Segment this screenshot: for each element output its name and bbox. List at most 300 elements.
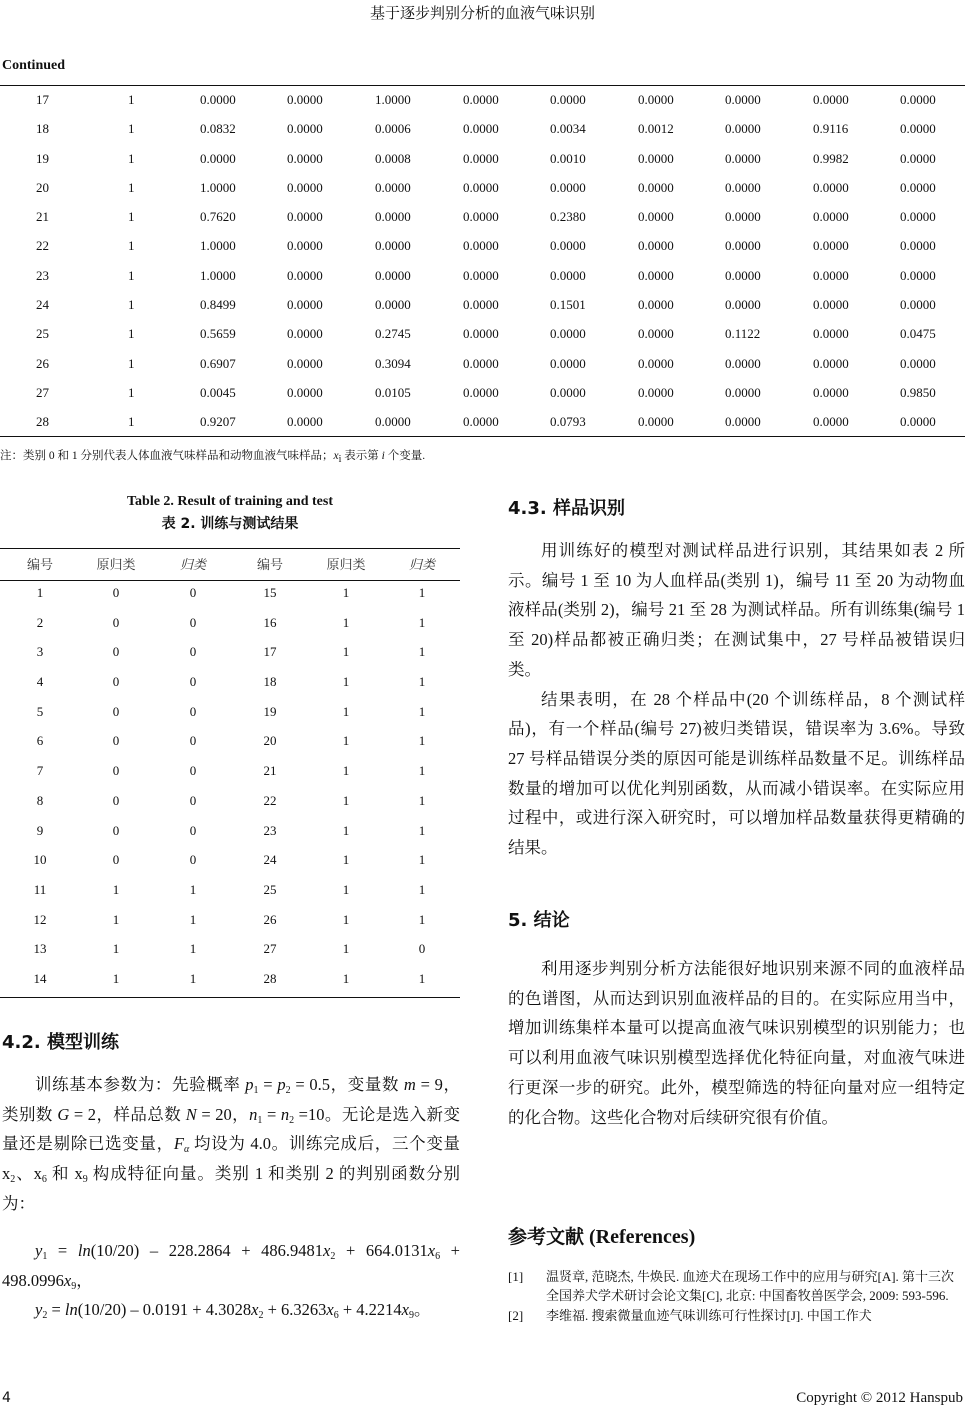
- equation-y1: [2, 1236, 460, 1295]
- table1-cell: 0.0000: [463, 150, 499, 166]
- text: =: [47, 1241, 78, 1260]
- table1-row: [0, 174, 965, 203]
- table2-row: [0, 639, 460, 669]
- table1-cell: 0.3094: [375, 355, 411, 371]
- table-continued-label: Continued: [2, 58, 66, 73]
- table2-cell: 1: [112, 911, 120, 927]
- table2-cell: 1: [418, 822, 426, 838]
- table2-cell: 16: [263, 614, 277, 630]
- section-5-paragraph: 利用逐步判别分析方法能很好地识别来源不同的血液样品的色谱图，从而达到识别血液样品的目的。在实际应用当中，增加训练集样本量可以提高血液气味识别模型的识别能力；也可以利用血液气味识别模型选择优化特征向量，对血液气味进行更深一步的研究。此外，模型筛选的特征向量对应一组特定的化合物。这些化合物对后续研究很有价值。: [508, 959, 965, 1127]
- table1-cell: 0.0000: [638, 414, 674, 430]
- table1-row: [0, 291, 965, 320]
- table2-cell: 1: [342, 674, 350, 690]
- var-p: p: [245, 1075, 254, 1094]
- text: + 664.0131: [335, 1241, 428, 1260]
- table1-cell: 0.0000: [463, 326, 499, 342]
- table2-cell: 13: [33, 941, 47, 957]
- table2-cell: 1: [112, 881, 120, 897]
- table1-cell: 1.0000: [200, 238, 236, 254]
- table1-cell: 0.1501: [550, 297, 586, 313]
- table2-header-cell: 归类: [179, 557, 207, 572]
- table2-cell: 0: [189, 763, 197, 779]
- table2-cell: 6: [36, 733, 44, 749]
- table1-cell: 0.0000: [813, 326, 849, 342]
- table2-row: [0, 788, 460, 818]
- table1-row: [0, 262, 965, 291]
- table1-cell: 0.0000: [375, 297, 411, 313]
- table2-cell: 1: [418, 881, 426, 897]
- table1-cell: 24: [36, 297, 49, 313]
- table1-cell: 0.0000: [900, 297, 936, 313]
- table2-cell: 1: [418, 852, 426, 868]
- table1-cell: 0.9850: [900, 384, 936, 400]
- reference-item: [508, 1268, 965, 1305]
- text: + 498.0996: [2, 1241, 460, 1290]
- table1-cell: 0.0000: [900, 121, 936, 137]
- table1-cell: 0.8499: [200, 297, 236, 313]
- table1-cell: 0.0000: [725, 355, 761, 371]
- sub: 2: [258, 1310, 264, 1322]
- table2-row: [0, 580, 460, 610]
- table1-cell: 28: [36, 414, 49, 430]
- table2-cell: 18: [263, 674, 277, 690]
- table2-top-rule: [0, 548, 460, 549]
- section-4-2-heading: 4.2. 模型训练: [2, 1032, 119, 1053]
- text: 和 x: [46, 1164, 83, 1184]
- table1-cell: 0.6907: [200, 355, 236, 371]
- table2-row: [0, 728, 460, 758]
- table1-cell: 0.0000: [463, 384, 499, 400]
- table1-row: [0, 232, 965, 261]
- table2-cell: 0: [112, 585, 120, 600]
- table2-cell: 20: [263, 733, 277, 749]
- table2-cell: 1: [342, 881, 350, 897]
- table2-cell: 1: [418, 763, 426, 779]
- table2-cell: 12: [33, 911, 47, 927]
- table1-row: [0, 408, 965, 437]
- table2-cell: 1: [342, 644, 350, 660]
- table2-cell: 1: [342, 703, 350, 719]
- table1-cell: 0.7620: [200, 209, 236, 225]
- var-n: n: [280, 1104, 290, 1124]
- table1-cell: 0.0793: [550, 414, 586, 430]
- table1-cell: 0.0000: [638, 238, 674, 254]
- table1-cell: 0.0105: [375, 384, 411, 400]
- table2-cell: 1: [342, 733, 350, 749]
- table1-cell: 1: [128, 414, 135, 430]
- note-var-i: i: [381, 450, 385, 462]
- table1-cell: 0.0000: [375, 179, 411, 195]
- table1-cell: 1: [128, 238, 135, 254]
- table1-cell: 0.0000: [287, 414, 323, 430]
- table2-cell: 7: [36, 763, 44, 779]
- table1-cell: 0.0000: [463, 121, 499, 137]
- sub: 2: [330, 1251, 336, 1262]
- table1-cell: 22: [36, 238, 49, 254]
- table1-cell: 0.0000: [463, 267, 499, 283]
- table2-cell: 1: [189, 970, 197, 986]
- table1-cell: 0.0000: [200, 92, 236, 107]
- table2-cell: 1: [418, 703, 426, 719]
- table2-row: [0, 818, 460, 848]
- table1-row: [0, 145, 965, 174]
- table2-header-row: [0, 554, 460, 576]
- table1-cell: 0.0000: [813, 179, 849, 195]
- table1-cell: 0.0000: [638, 209, 674, 225]
- table2-cell: 1: [342, 822, 350, 838]
- eq-lhs: y: [35, 1241, 43, 1260]
- table1-cell: 1: [128, 92, 135, 107]
- table2-row: [0, 847, 460, 877]
- note-text: 个变量.: [384, 450, 426, 462]
- var-n: n: [249, 1104, 258, 1124]
- table1-cell: 0.0045: [200, 384, 236, 400]
- var-x: x: [63, 1270, 72, 1290]
- table2-caption-en: Table 2. Result of training and test: [126, 494, 333, 509]
- table1-cell: 21: [36, 209, 49, 225]
- table1-cell: 0.0000: [550, 179, 586, 195]
- table1-cell: 0.0475: [900, 326, 936, 342]
- table2-cell: 1: [342, 941, 350, 957]
- table1-cell: 0.2745: [375, 326, 411, 342]
- table1-cell: 1: [128, 209, 135, 225]
- text: + 4.2214: [338, 1300, 402, 1320]
- table1-cell: 0.0000: [287, 92, 323, 107]
- table1-cell: 0.0000: [463, 92, 499, 107]
- text: = 0.5，变量数: [290, 1075, 404, 1094]
- table1-cell: 0.0000: [725, 238, 761, 254]
- table1-cell: 0.0000: [813, 238, 849, 254]
- table1-cell: 0.0000: [900, 150, 936, 166]
- text: =: [258, 1075, 278, 1094]
- table2-cell: 0: [189, 792, 197, 808]
- references-heading-en: (References): [584, 1226, 696, 1248]
- sub: 6: [333, 1310, 339, 1322]
- table1-cell: 0.0000: [900, 267, 936, 283]
- table1-cell: 0.0000: [550, 326, 586, 342]
- table1-row: [0, 203, 965, 232]
- table2-cell: 2: [36, 614, 44, 630]
- table1-cell: 0.0000: [287, 209, 323, 225]
- table2-cell: 1: [418, 970, 426, 986]
- reference-text: 温贤章, 范晓杰, 牛焕民. 血迹犬在现场工作中的应用与研究[A]. 第十三次全国养犬学术研讨会论文集[C], 北京: 中国畜牧兽医学会, 2009: 593-596.: [546, 1269, 955, 1303]
- table1-cell: 0.0000: [725, 414, 761, 430]
- table1-cell: 0.0000: [287, 238, 323, 254]
- table1-cell: 0.0000: [725, 179, 761, 195]
- table2-cell: 24: [263, 852, 277, 868]
- text: ，: [76, 1270, 93, 1290]
- table2-cell: 1: [342, 852, 350, 868]
- sub: 9: [71, 1280, 77, 1292]
- table1-cell: 1: [128, 121, 135, 137]
- table1-cell: 0.0000: [813, 267, 849, 283]
- table2-cell: 9: [36, 822, 44, 838]
- table1-cell: 0.0008: [375, 150, 411, 166]
- table2-row: [0, 699, 460, 729]
- table2-cell: 1: [418, 792, 426, 808]
- table1-cell: 0.0012: [638, 121, 674, 137]
- table1-cell: 23: [36, 267, 49, 283]
- table2-cell: 1: [418, 911, 426, 927]
- table2-cell: 25: [263, 881, 277, 897]
- var-x: x: [401, 1300, 409, 1320]
- text: (10/20) – 0.0191 + 4.3028: [77, 1300, 252, 1320]
- table2-cell: 0: [189, 822, 197, 838]
- table1-note: [0, 447, 425, 463]
- text: 、x: [15, 1164, 42, 1184]
- table2-header-cell: 原归类: [326, 557, 366, 572]
- table1-row: [0, 379, 965, 408]
- table1-cell: 19: [36, 150, 49, 166]
- references-list: [508, 1268, 965, 1328]
- copyright: Copyright © 2012 Hanspub: [796, 1390, 963, 1406]
- table1-cell: 0.0000: [813, 414, 849, 430]
- table1-cell: 0.0000: [287, 150, 323, 166]
- table2-header-cell: 编号: [26, 557, 54, 572]
- table2-cell: 1: [418, 644, 426, 660]
- ln: ln: [64, 1300, 78, 1320]
- table1-cell: 1.0000: [375, 92, 411, 107]
- table2-row: [0, 877, 460, 907]
- table1-row: [0, 86, 965, 115]
- table1-cell: 0.0000: [813, 297, 849, 313]
- table2-row: [0, 936, 460, 966]
- table2-row: [0, 610, 460, 640]
- sub: 6: [41, 1174, 47, 1186]
- note-var-sub: i: [338, 454, 342, 465]
- sub: 2: [289, 1114, 295, 1126]
- table1-cell: 26: [36, 355, 49, 371]
- note-text: 表示第: [341, 450, 382, 462]
- sub: 2: [10, 1174, 16, 1186]
- table2-cell: 5: [36, 703, 44, 719]
- table1-cell: 0.0000: [900, 238, 936, 254]
- section-4-3-body: [508, 536, 965, 863]
- table1-cell: 0.0000: [463, 297, 499, 313]
- table2-cell: 0: [189, 644, 197, 660]
- table1-cell: 17: [36, 92, 49, 107]
- table2-header-cell: 原归类: [96, 557, 136, 572]
- table1-cell: 0.0034: [550, 121, 586, 137]
- table2-cell: 1: [418, 733, 426, 749]
- table1-cell: 18: [36, 121, 49, 137]
- table2-cell: 3: [36, 644, 44, 660]
- table2-cell: 17: [263, 644, 277, 660]
- table1-cell: 0.0000: [550, 238, 586, 254]
- table2-cell: 0: [112, 644, 120, 660]
- table2-caption-zh: 表 2. 训练与测试结果: [161, 516, 299, 532]
- var-p: p: [277, 1075, 286, 1094]
- table2-cell: 0: [189, 614, 197, 630]
- table2-cell: 0: [418, 941, 426, 957]
- table2-cell: 0: [112, 674, 120, 690]
- reference-item: [508, 1307, 965, 1326]
- table1-cell: 0.0000: [287, 179, 323, 195]
- table2-cell: 14: [33, 970, 47, 986]
- table1-cell: 1.0000: [200, 267, 236, 283]
- reference-number: [2]: [508, 1308, 524, 1323]
- table1-cell: 27: [36, 384, 49, 400]
- table1-cell: 0.0000: [638, 92, 674, 107]
- reference-number: [1]: [508, 1269, 524, 1284]
- table2-cell: 0: [189, 703, 197, 719]
- table2-cell: 0: [189, 585, 197, 600]
- table2-row: [0, 907, 460, 937]
- note-text: 注：类别 0 和 1 分别代表人体血液气味样品和动物血液气味样品；: [0, 450, 334, 462]
- var-G: G: [57, 1104, 70, 1124]
- sub: 6: [435, 1251, 441, 1262]
- table2-cell: 10: [33, 852, 47, 868]
- table1-cell: 0.0000: [463, 414, 499, 430]
- table2-cell: 1: [418, 614, 426, 630]
- table1-cell: 0.0000: [287, 297, 323, 313]
- text: 训练基本参数为：先验概率: [35, 1075, 246, 1094]
- table1-cell: 1: [128, 355, 135, 371]
- table1-cell: 0.0000: [725, 150, 761, 166]
- table2-cell: 19: [263, 703, 277, 719]
- var-m: m: [403, 1075, 416, 1094]
- table1-cell: 0.0000: [375, 414, 411, 430]
- table2-cell: 1: [342, 763, 350, 779]
- table2-row: [0, 966, 460, 996]
- table1-cell: 0.0000: [900, 92, 936, 107]
- table2-cell: 21: [263, 763, 277, 779]
- table2-cell: 0: [112, 614, 120, 630]
- table2-cell: 22: [263, 792, 277, 808]
- table1-cell: 0.0000: [900, 179, 936, 195]
- table1-cell: 1: [128, 150, 135, 166]
- paragraph: 结果表明，在 28 个样品中(20 个训练样品，8 个测试样品)，有一个样品(编号 27)被归类错误，错误率为 3.6%。导致 27 号样品错误分类的原因可能是训练样品数量不足。训练样品数量的增加可以优化判别函数，从而减小错误率。在实际应用过程中，或进行深入研究时，可以增加样品数量获得更精确的结果。: [508, 689, 965, 858]
- table1-cell: 0.0000: [287, 355, 323, 371]
- table1-cell: 0.0000: [725, 209, 761, 225]
- table2-cell: 1: [189, 941, 197, 957]
- table1-row: [0, 115, 965, 144]
- table2-cell: 0: [112, 822, 120, 838]
- table2-cell: 1: [36, 585, 44, 600]
- table1-cell: 0.0000: [900, 355, 936, 371]
- table1-cell: 0.0000: [638, 297, 674, 313]
- table1-cell: 0.0000: [900, 414, 936, 430]
- text: 构成特征向量。类别 1 和类别 2 的判别函数分别为：: [2, 1164, 461, 1213]
- table1-cell: 0.0000: [550, 355, 586, 371]
- table2-cell: 4: [36, 674, 44, 690]
- table1-cell: 0.0000: [725, 267, 761, 283]
- references-heading-zh: 参考文献: [508, 1226, 585, 1248]
- table1-cell: 0.9116: [813, 121, 849, 137]
- discriminant-equations: [2, 1236, 460, 1325]
- table2-cell: 0: [189, 674, 197, 690]
- table1-cell: 20: [36, 179, 49, 195]
- running-title: 基于逐步判别分析的血液气味识别: [369, 6, 595, 22]
- text: 均设为 4.0。训练完成后，三个变量 x: [2, 1134, 461, 1184]
- table2-cell: 28: [263, 970, 277, 986]
- table1-cell: 0.0000: [375, 209, 411, 225]
- table1-cell: 1: [128, 179, 135, 195]
- table2-cell: 15: [263, 585, 277, 600]
- sub: 1: [42, 1251, 48, 1262]
- sub: 9: [408, 1310, 414, 1322]
- table1-cell: 0.0000: [638, 326, 674, 342]
- table2-cell: 11: [33, 881, 47, 897]
- text: =: [47, 1300, 65, 1320]
- sub: 2: [42, 1310, 48, 1322]
- table1-cell: 0.0000: [638, 150, 674, 166]
- section-4-3-heading: 4.3. 样品识别: [508, 498, 625, 519]
- table2-cell: 0: [189, 733, 197, 749]
- table2-cell: 0: [112, 763, 120, 779]
- table1-cell: 1: [128, 384, 135, 400]
- table1-cell: 0.0000: [813, 92, 849, 107]
- table1-cell: 0.0000: [375, 267, 411, 283]
- table1-cell: 0.0000: [463, 209, 499, 225]
- text: (10/20) – 228.2864 + 486.9481: [90, 1241, 324, 1260]
- table2-row: [0, 758, 460, 788]
- table2-cell: 0: [112, 733, 120, 749]
- paragraph: 用训练好的模型对测试样品进行识别，其结果如表 2 所示。编号 1 至 10 为人血样品(类别 1)，编号 11 至 20 为动物血液样品(类别 2)，编号 21 至 28 为测试样品。所有训练集(编号 1 至 20)样品都被正确归类；在测试集中，27 号样品被错误归类。: [508, 541, 965, 679]
- table2-cell: 1: [342, 792, 350, 808]
- table2-cell: 1: [342, 585, 350, 600]
- table1-row: [0, 350, 965, 379]
- text: = 9，类别数: [2, 1075, 460, 1124]
- reference-text: 李维福. 搜索微量血迹气味训练可行性探讨[J]. 中国工作犬: [546, 1308, 872, 1323]
- table1-cell: 0.0000: [813, 209, 849, 225]
- table1-cell: 1.0000: [200, 179, 236, 195]
- section-5-heading: 5. 结论: [508, 910, 570, 931]
- table1-cell: 0.0000: [725, 297, 761, 313]
- table2-cell: 0: [112, 852, 120, 868]
- table1-bottom-rule: [0, 436, 965, 437]
- text: = 2，样品总数: [69, 1104, 186, 1124]
- table2-cell: 8: [36, 792, 44, 808]
- eq-lhs: y: [35, 1300, 43, 1320]
- table1-cell: 0.0000: [813, 384, 849, 400]
- table2-cell: 1: [418, 585, 426, 600]
- table2-cell: 1: [342, 970, 350, 986]
- table1-cell: 0.0832: [200, 121, 236, 137]
- sub: 2: [285, 1085, 291, 1096]
- table1-cell: 0.0000: [725, 121, 761, 137]
- table1-cell: 0.2380: [550, 209, 586, 225]
- table1-cell: 0.0000: [550, 92, 586, 107]
- text: 。: [413, 1300, 431, 1320]
- table1-cell: 0.0000: [463, 179, 499, 195]
- table2-cell: 0: [112, 792, 120, 808]
- table2-cell: 1: [342, 614, 350, 630]
- table1-cell: 0.0000: [638, 179, 674, 195]
- note-var: x: [333, 450, 339, 462]
- table1-cell: 25: [36, 326, 49, 342]
- references-heading: [508, 1222, 695, 1249]
- var-x: x: [326, 1300, 334, 1320]
- table1-cell: 1: [128, 297, 135, 313]
- table2-cell: 26: [263, 911, 277, 927]
- ln: ln: [77, 1241, 91, 1260]
- table1-cell: 0.0010: [550, 150, 586, 166]
- table1-cell: 0.0000: [813, 355, 849, 371]
- table1-cell: 0.0006: [375, 121, 411, 137]
- table2-header-cell: 编号: [256, 557, 284, 572]
- sub: 9: [82, 1174, 88, 1186]
- table1-cell: 0.0000: [900, 209, 936, 225]
- table1-cell: 0.9207: [200, 414, 236, 430]
- table1-cell: 0.0000: [287, 384, 323, 400]
- table1-cell: 0.5659: [200, 326, 236, 342]
- table2-row: [0, 669, 460, 699]
- var-x: x: [251, 1300, 259, 1320]
- table1-cell: 0.0000: [463, 355, 499, 371]
- table1-cell: 0.0000: [638, 355, 674, 371]
- var-F: F: [173, 1134, 184, 1154]
